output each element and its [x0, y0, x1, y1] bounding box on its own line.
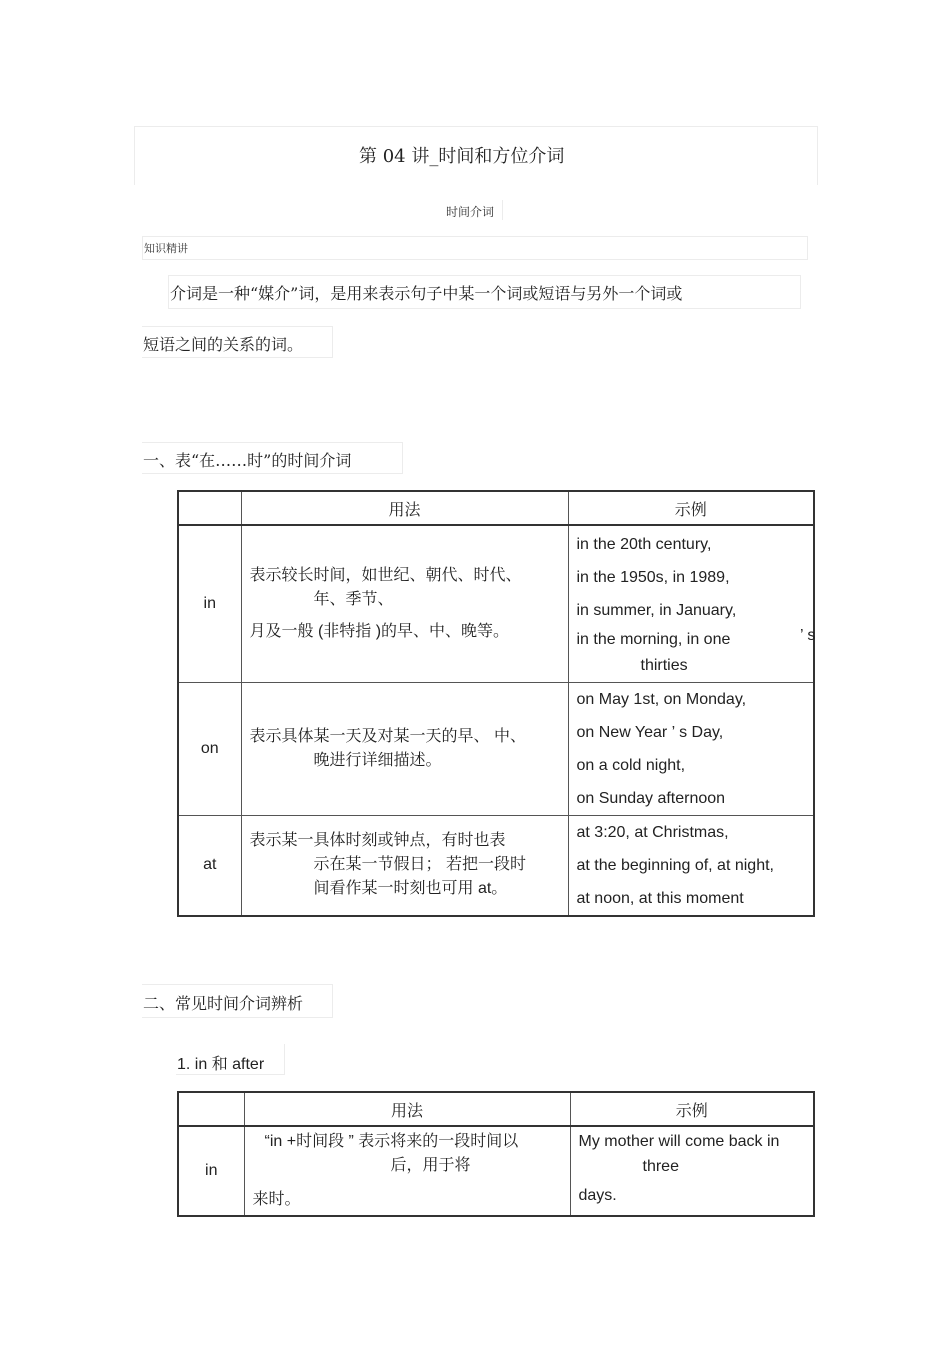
- usage-line: “in +时间段 ” 表示将来的一段时间以: [264, 1133, 519, 1150]
- row-usage: [241, 815, 568, 916]
- header-blank: [178, 491, 241, 525]
- section-heading-1: 一、表“在……时”的时间介词: [143, 451, 352, 470]
- row-key-in: in: [178, 1126, 244, 1216]
- example-line: on a cold night,: [576, 756, 686, 774]
- row-key-at: at: [178, 815, 241, 916]
- row-usage: [241, 525, 568, 682]
- example-line: My mother will come back in: [578, 1133, 780, 1150]
- usage-line: 来时。: [252, 1191, 301, 1208]
- intro-text-line1: 介词是一种“媒介”词，是用来表示句子中某一个词或短语与另外一个词或: [170, 284, 683, 303]
- usage-line: 月及一般 (非特指 )的早、中、晚等。: [249, 622, 510, 640]
- usage-line: 表示较长时间，如世纪、朝代、时代、: [249, 566, 522, 584]
- intro-text-line2: 短语之间的关系的词。: [143, 335, 304, 354]
- table-row: [178, 682, 814, 815]
- usage-line: 示在某一节假日； 若把一段时: [313, 856, 526, 873]
- usage-line: 后，用于将: [390, 1157, 471, 1174]
- example-line: in the 1950s, in 1989,: [576, 569, 730, 587]
- subtitle: 时间介词: [446, 205, 495, 219]
- header-blank: [178, 1092, 244, 1126]
- row-key-in: in: [178, 525, 241, 682]
- section-tag: 知识精讲: [144, 242, 188, 255]
- example-line: thirties: [640, 657, 688, 675]
- table-header-row: [178, 491, 814, 525]
- example-line: at noon, at this moment: [576, 889, 744, 907]
- usage-line: 晚进行详细描述。: [313, 751, 442, 769]
- section-tag-frame: [142, 236, 808, 260]
- header-example: 示例: [570, 1092, 814, 1126]
- usage-line: 间看作某一时刻也可用 at。: [313, 880, 508, 897]
- usage-line: 表示具体某一天及对某一天的早、 中、: [249, 727, 526, 745]
- example-line: in summer, in January,: [576, 602, 737, 620]
- example-line: in the morning, in one: [576, 631, 731, 649]
- header-example: 示例: [568, 491, 814, 525]
- table-row: [178, 525, 814, 682]
- in-after-table: [177, 1091, 815, 1217]
- row-examples: [570, 1126, 814, 1216]
- header-usage: 用法: [244, 1092, 570, 1126]
- example-line: days.: [578, 1187, 617, 1204]
- row-key-on: on: [178, 682, 241, 815]
- table-row: [178, 1126, 814, 1216]
- example-line: three: [642, 1158, 679, 1175]
- row-usage: [241, 682, 568, 815]
- example-line: at the beginning of, at night,: [576, 856, 774, 874]
- example-line: on New Year ’ s Day,: [576, 723, 724, 741]
- subsection-heading: 1. in 和 after: [177, 1056, 265, 1073]
- example-line: on Sunday afternoon: [576, 789, 726, 807]
- time-preposition-table: [177, 490, 815, 917]
- usage-line: 年、季节、: [313, 590, 394, 608]
- row-examples: [568, 682, 814, 815]
- page-title: 第 04 讲_时间和方位介词: [359, 146, 565, 167]
- table-header-row: [178, 1092, 814, 1126]
- stray-apostrophe-s: ’ s: [800, 627, 816, 644]
- row-examples: [568, 815, 814, 916]
- usage-line: 表示某一具体时刻或钟点，有时也表: [249, 832, 506, 849]
- example-line: in the 20th century,: [576, 536, 712, 554]
- table-row: [178, 815, 814, 916]
- header-usage: 用法: [241, 491, 568, 525]
- section-heading-2: 二、常见时间介词辨析: [143, 994, 304, 1013]
- example-line: at 3:20, at Christmas,: [576, 823, 729, 841]
- row-usage: [244, 1126, 570, 1216]
- example-line: on May 1st, on Monday,: [576, 690, 747, 708]
- row-examples: [568, 525, 814, 682]
